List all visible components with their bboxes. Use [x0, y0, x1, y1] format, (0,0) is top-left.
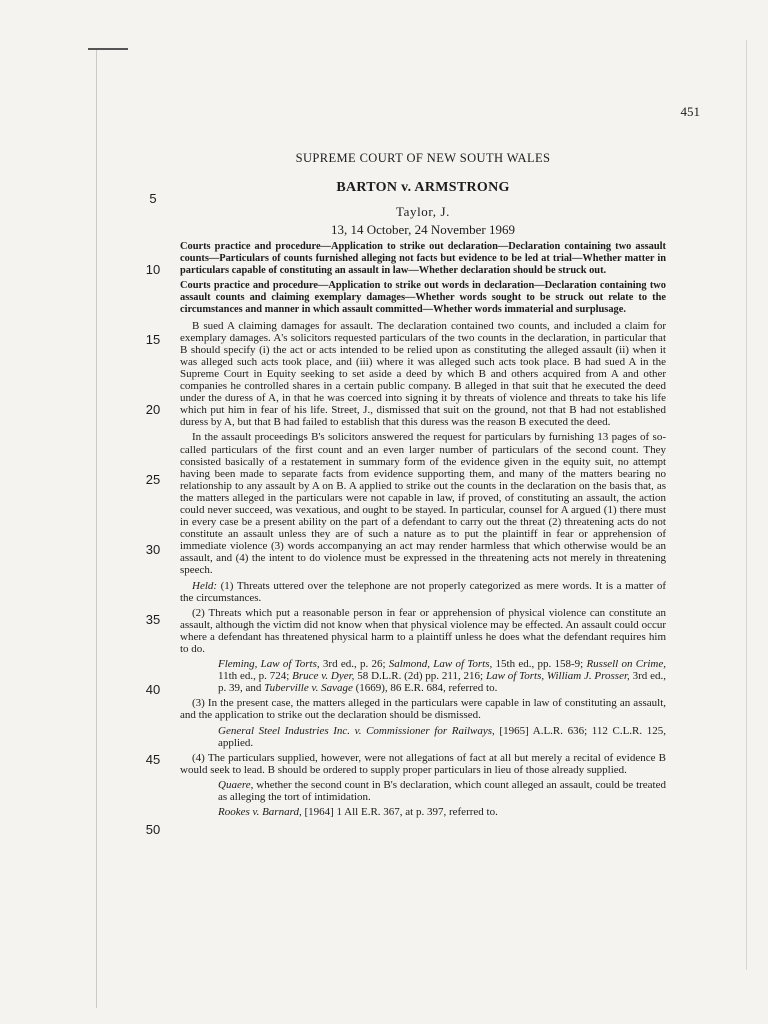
line-number: 35 [145, 612, 161, 627]
binding-margin-line [96, 48, 97, 1008]
headnote-body [180, 241, 666, 821]
line-number: 40 [145, 682, 161, 697]
judge-name: Taylor, J. [395, 204, 451, 219]
court-heading: SUPREME COURT OF NEW SOUTH WALES [295, 151, 551, 165]
held-paragraph: (3) In the present case, the matters alleged in the particulars were capable in law of constituting an assault, and the application to strike out the declaration should be dismissed. [180, 697, 666, 722]
headnote-paragraph: B sued A claiming damages for assault. The declaration contained two counts, and included a claim for exemplary damages. A's solicitors requested particulars of the two counts in the declaration, in particular that B should specify (i) the act or acts intended to be relied upon as constituting the alleged assault (ii) when it was alleged such acts took place, and (iii) where it was alleged such acts took place. B had sued A in the Supreme Court in Equity seeking to set aside a deed by which B and others acquired from A and other companies he controlled shares in a certain public company. B alleged in that suit that he executed the deed under the duress of A, in that he was coerced into signing it by threats of violence and threats to take his life which put him in fear of his life. Street, J., dismissed that suit on the ground, not that B had not established duress by A, but that B had failed to establish that this duress was the reason B executed the deed. [180, 319, 666, 429]
line-number: 30 [145, 542, 161, 557]
quaere-paragraph: Quaere, whether the second count in B's declaration, which count alleged an assault, could be treated as alleging the tort of intimidation. [218, 778, 666, 804]
line-number: 25 [145, 472, 161, 487]
page-edge-line [746, 40, 747, 970]
held-paragraph: (2) Threats which put a reasonable person in fear or apprehension of physical violence can constitute an assault, although the victim did not know when that physical violence may be effected. An assault could occur where a defendant has threatened physical harm to a plaintiff unless he does what the defendant requires him to do. [180, 606, 666, 655]
headnote-paragraph: In the assault proceedings B's solicitors answered the request for particulars by furnishing 13 pages of so-called particulars of the first count and an even larger number of particulars of the second count. They consisted basically of a restatement in summary form of the evidence given in the equity suit, no attempt having been made to separate facts from evidence supporting them, and many of the matters bearing no relationship to any assault by A on B. A applied to strike out the counts in the declaration on the basis that, as the matters alleged in the particulars were not capable in law, if proved, of constituting an assault, the action could never succeed, was vexatious, and ought to be stayed. In particular, counsel for A argued (1) there must in every case be a present ability on the part of a defendant to carry out the threat (2) threatening acts do not constitute an assault unless they are of such a nature as to put the plaintiff in fear or apprehension of immediate violence (3) words accompanying an act may render harmless that which otherwise would be an assault, and (4) the intent to do violence must be expressed in the threatening acts not merely in threatening speech. [180, 431, 666, 577]
held-paragraph: (4) The particulars supplied, however, were not allegations of fact at all but merely a recital of evidence B would seek to lead. B should be ordered to supply proper particulars in lieu of those already supplied. [180, 751, 666, 776]
case-title: BARTON v. ARMSTRONG [336, 180, 510, 195]
margin-rule [88, 48, 128, 50]
citation-paragraph: Fleming, Law of Torts, 3rd ed., p. 26; Salmond, Law of Torts, 15th ed., pp. 158-9; Russell on Crime, 11th ed., p. 724; Bruce v. Dyer, 58 D.L.R. (2d) pp. 211, 216; Law of Torts, William J. Prosser, 3rd ed., p. 39, and Tuberville v. Savage (1669), 86 E.R. 684, referred to. [218, 658, 666, 695]
catchword-paragraph: Courts practice and procedure—Application to strike out words in declaration—Declaration containing two assault counts and claiming exemplary damages—Whether words sought to be struck out relate to the circumstances and manner in which assault committed—Whether words immaterial and surplusage. [180, 280, 666, 316]
line-number: 45 [145, 752, 161, 767]
catchword-paragraph: Courts practice and procedure—Application to strike out declaration—Declaration containing two assault counts—Particulars of counts furnished alleging not facts but evidence to be led at trial—Whether matter in particulars capable of constituting an assault in law—Whether declaration should be struck out. [180, 241, 666, 277]
line-number: 10 [145, 262, 161, 277]
citation-paragraph: General Steel Industries Inc. v. Commissioner for Railways, [1965] A.L.R. 636; 112 C.L.R. 125, applied. [218, 724, 667, 749]
line-number: 5 [149, 191, 157, 206]
held-paragraph: Held: (1) Threats uttered over the telephone are not properly categorized as mere words. It is a matter of the circumstances. [180, 579, 666, 604]
page-number: 451 [680, 104, 700, 119]
hearing-dates: 13, 14 October, 24 November 1969 [331, 222, 515, 237]
line-number: 15 [145, 332, 161, 347]
line-number: 50 [145, 822, 161, 837]
line-number: 20 [145, 402, 161, 417]
citation-paragraph: Rookes v. Barnard, [1964] 1 All E.R. 367, at p. 397, referred to. [218, 806, 498, 819]
held-label: Held: [192, 579, 218, 592]
